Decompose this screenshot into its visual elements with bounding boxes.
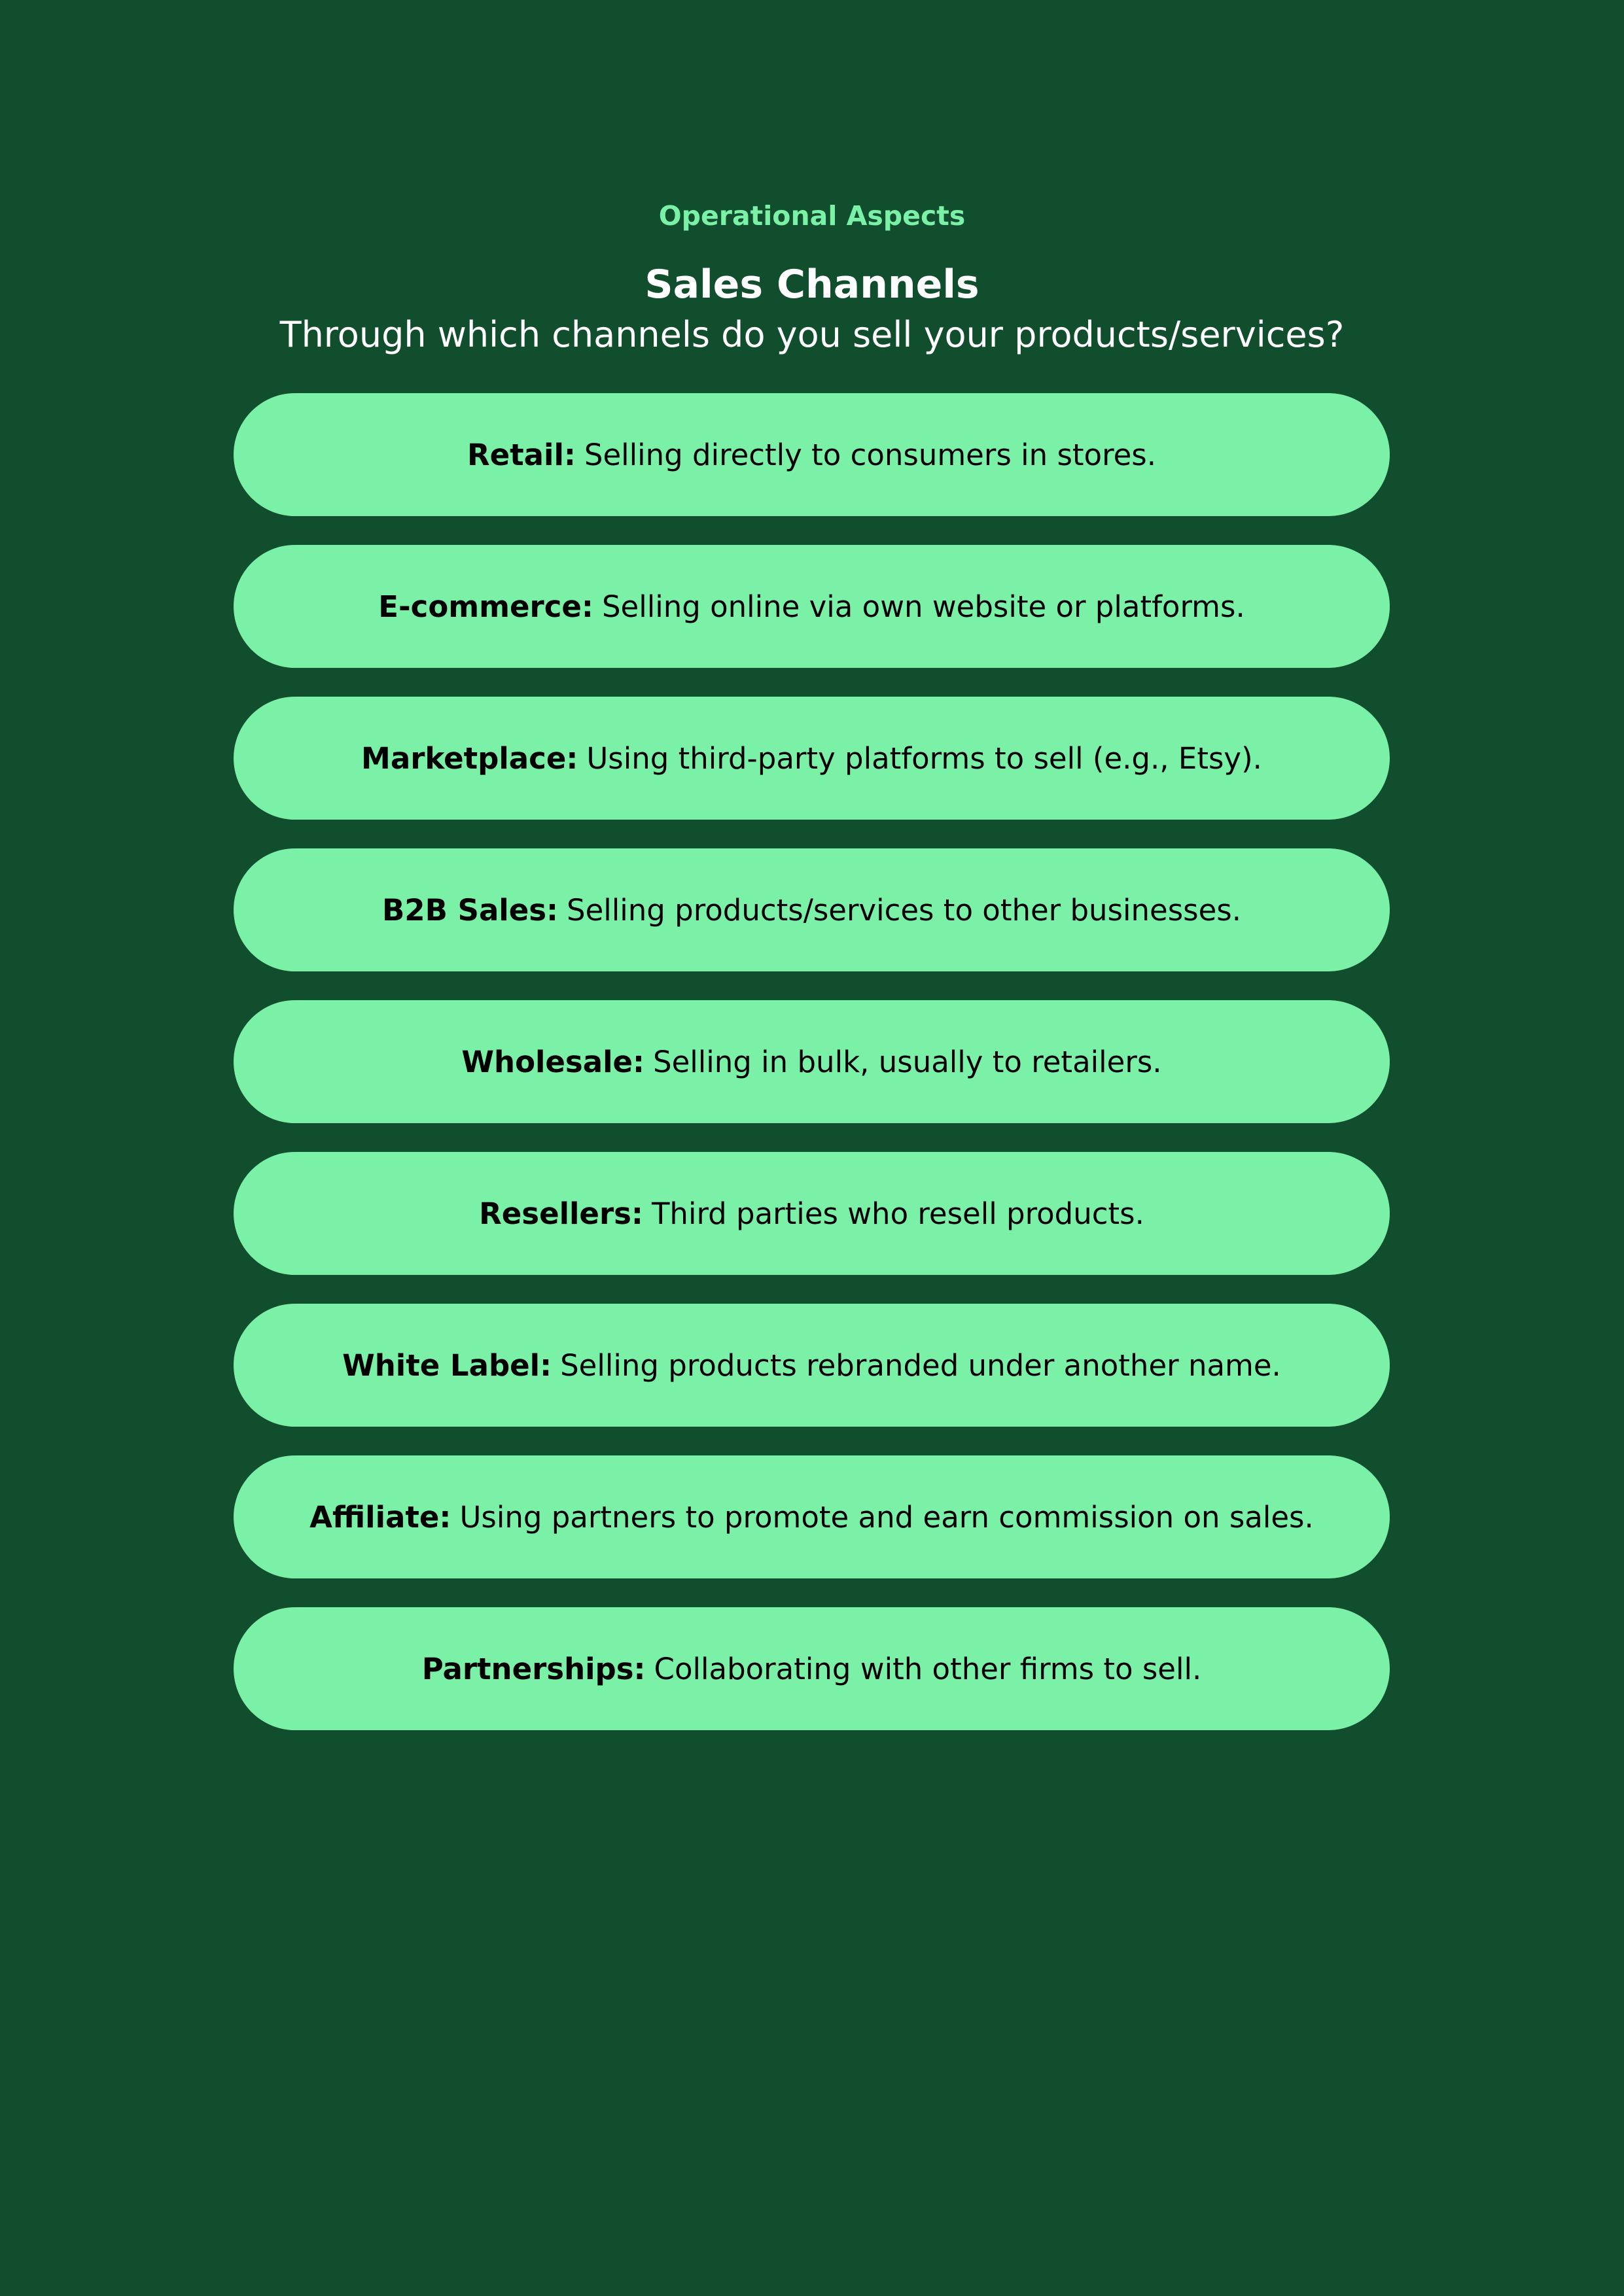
channel-description: Selling in bulk, usually to retailers. [653,1044,1162,1079]
question-text: Through which channels do you sell your products/services? [279,314,1345,355]
channel-item-marketplace [234,697,1390,820]
channel-name: Retail: [467,437,576,472]
channel-item-white-label [234,1304,1390,1427]
channel-name: White Label: [342,1348,552,1383]
channel-description: Selling products/services to other businesses. [567,892,1242,928]
channel-description: Selling products rebranded under another name. [560,1348,1281,1383]
channel-description: Collaborating with other firms to sell. [654,1651,1202,1686]
channel-name: B2B Sales: [381,892,559,928]
channel-name: E-commerce: [378,589,593,624]
channel-description: Using partners to promote and earn commission on sales. [459,1499,1314,1535]
channel-description: Selling online via own website or platforms. [601,589,1245,624]
channel-item-partnerships [234,1607,1390,1730]
page-title: Sales Channels [644,262,980,307]
sales-channel-list [234,393,1390,1730]
channel-name: Partnerships: [421,1651,646,1686]
channel-item-b2b-sales [234,848,1390,971]
section-label: Operational Aspects [658,200,966,232]
channel-name: Wholesale: [461,1044,645,1079]
channel-description: Selling directly to consumers in stores. [584,437,1157,472]
channel-name: Affiliate: [309,1499,451,1535]
channel-description: Third parties who resell products. [651,1196,1144,1231]
channel-item-resellers [234,1152,1390,1275]
channel-description: Using third-party platforms to sell (e.g., Etsy). [586,740,1262,776]
channel-item-wholesale [234,1000,1390,1123]
channel-item-e-commerce [234,545,1390,668]
channel-name: Resellers: [479,1196,643,1231]
channel-item-retail [234,393,1390,516]
channel-name: Marketplace: [361,740,578,776]
channel-item-affiliate [234,1455,1390,1578]
